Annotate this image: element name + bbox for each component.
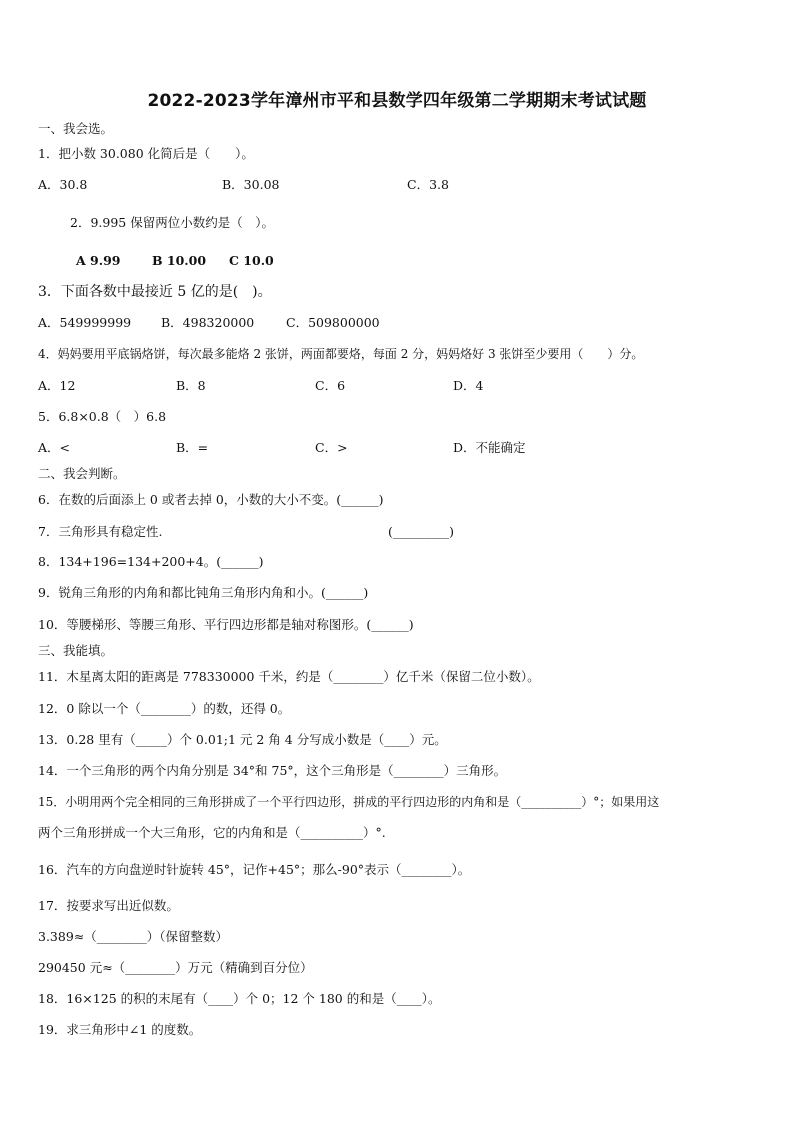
- q1-option-c: C．3.8: [407, 177, 449, 192]
- question-10: 10．等腰梯形、等腰三角形、平行四边形都是轴对称图形。(______): [38, 617, 414, 632]
- section-heading-3: 三、我能填。: [38, 643, 114, 658]
- q5-option-c: C．>: [315, 440, 348, 455]
- question-15-line-1: 15．小明用两个完全相同的三角形拼成了一个平行四边形，拼成的平行四边形的内角和是（__________）°；如果用这: [38, 795, 660, 809]
- question-4: 4．妈妈要用平底锅烙饼，每次最多能烙 2 张饼，两面都要烙，每面 2 分，妈妈烙好 3 张饼至少要用（ ）分。: [38, 347, 644, 361]
- section-heading-1: 一、我会选。: [38, 121, 114, 136]
- page-title: 2022-2023学年漳州市平和县数学四年级第二学期期末考试试题: [147, 91, 647, 111]
- q5-option-d: D．不能确定: [453, 440, 526, 455]
- question-2: 2．9.995 保留两位小数约是（ ）。: [70, 215, 274, 230]
- question-8: 8．134+196=134+200+4。(______): [38, 554, 264, 569]
- question-14: 14．一个三角形的两个内角分别是 34°和 75°，这个三角形是（________）三角形。: [38, 763, 507, 778]
- question-17-part-a: 3.389≈（________）（保留整数）: [38, 929, 229, 944]
- question-17: 17．按要求写出近似数。: [38, 898, 179, 913]
- question-11: 11．木星离太阳的距离是 778330000 千米，约是（________）亿千米（保留二位小数）。: [38, 669, 540, 684]
- question-3: 3．下面各数中最接近 5 亿的是( )。: [38, 284, 272, 300]
- q2-option-b: B 10.00: [152, 253, 207, 268]
- question-18: 18．16×125 的积的末尾有（____）个 0；12 个 180 的和是（____）。: [38, 991, 441, 1006]
- q1-option-b: B．30.08: [222, 177, 280, 192]
- question-6: 6．在数的后面添上 0 或者去掉 0，小数的大小不变。(______): [38, 492, 384, 507]
- q5-option-b: B．=: [176, 440, 209, 455]
- question-15-line-2: 两个三角形拼成一个大三角形，它的内角和是（__________）°.: [38, 825, 386, 840]
- q3-option-a: A．549999999: [38, 315, 132, 330]
- q4-option-c: C．6: [315, 378, 346, 393]
- question-7: 7．三角形具有稳定性.: [38, 524, 163, 539]
- q2-option-c: C 10.0: [229, 253, 274, 268]
- q4-option-b: B．8: [176, 378, 206, 393]
- question-9: 9．锐角三角形的内角和都比钝角三角形内角和小。(______): [38, 585, 369, 600]
- question-16: 16．汽车的方向盘逆时针旋转 45°，记作+45°；那么-90°表示（________）。: [38, 862, 471, 877]
- question-13: 13．0.28 里有（_____）个 0.01;1 元 2 角 4 分写成小数是（____）元。: [38, 732, 447, 747]
- question-7-blank: (_________): [388, 524, 455, 539]
- section-heading-2: 二、我会判断。: [38, 466, 126, 481]
- question-1: 1．把小数 30.080 化简后是（ ）。: [38, 146, 254, 161]
- q4-option-a: A．12: [38, 378, 76, 393]
- q1-option-a: A．30.8: [38, 177, 88, 192]
- q5-option-a: A．<: [38, 440, 71, 455]
- question-12: 12．0 除以一个（________）的数，还得 0。: [38, 701, 291, 716]
- q2-option-a: A 9.99: [76, 253, 121, 268]
- question-19: 19．求三角形中∠1 的度数。: [38, 1022, 202, 1037]
- q4-option-d: D．4: [453, 378, 484, 393]
- question-5: 5．6.8×0.8（ ）6.8: [38, 409, 167, 424]
- q3-option-c: C．509800000: [286, 315, 380, 330]
- question-17-part-b: 290450 元≈（________）万元（精确到百分位）: [38, 960, 313, 975]
- q3-option-b: B．498320000: [161, 315, 255, 330]
